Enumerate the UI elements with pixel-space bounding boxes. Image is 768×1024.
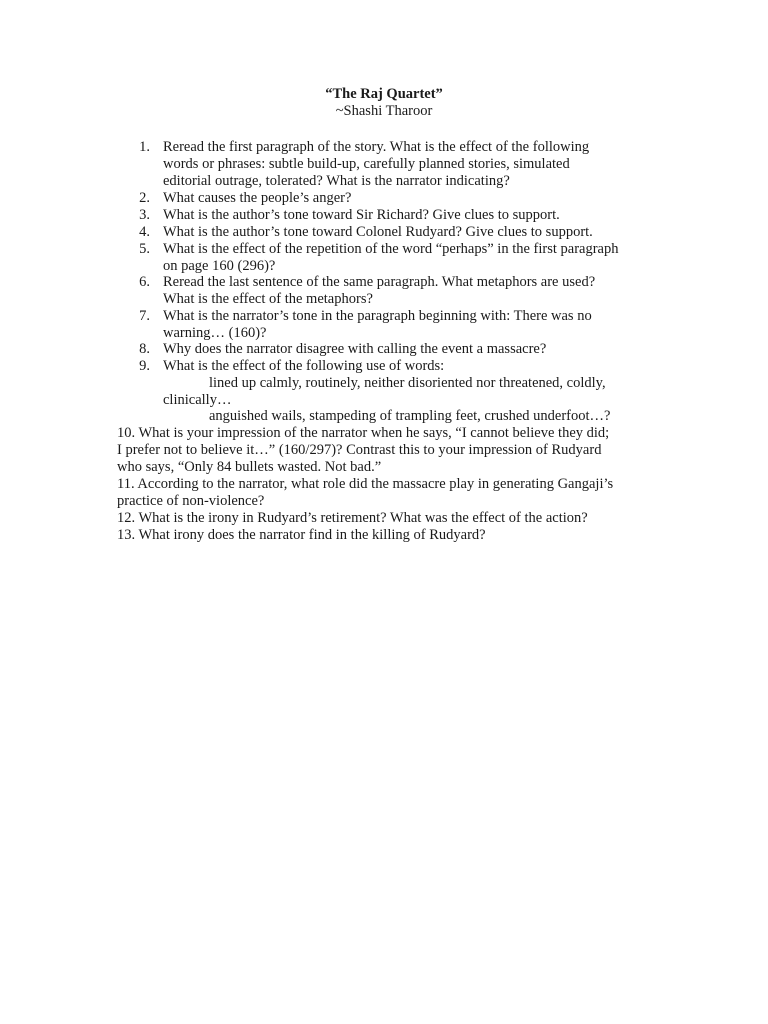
question-line: What is the author’s tone toward Sir Richard? Give clues to support.: [163, 207, 560, 223]
question-number: 6.: [139, 274, 150, 290]
question-line: What is the author’s tone toward Colonel Rudyard? Give clues to support.: [163, 224, 593, 240]
question-number: 7.: [139, 308, 150, 324]
question-line: Why does the narrator disagree with calling the event a massacre?: [163, 341, 547, 357]
question-line: What is the effect of the metaphors?: [163, 291, 373, 307]
page-author: ~Shashi Tharoor: [335, 103, 433, 119]
question-line: What is the narrator’s tone in the paragraph beginning with: There was no: [163, 308, 592, 324]
quoted-words: clinically…: [163, 392, 232, 408]
question-line: Reread the first paragraph of the story. What is the effect of the following: [163, 139, 590, 155]
question-line: editorial outrage, tolerated? What is the narrator indicating?: [163, 173, 510, 189]
question-line: practice of non-violence?: [117, 493, 265, 509]
question-line: warning… (160)?: [163, 325, 267, 341]
question-line: What causes the people’s anger?: [163, 190, 352, 206]
question-number: 5.: [139, 241, 150, 257]
question-number: 8.: [139, 341, 150, 357]
question-number: 1.: [139, 139, 150, 155]
question-line: 13. What irony does the narrator find in the killing of Rudyard?: [117, 527, 486, 543]
question-line: I prefer not to believe it…” (160/297)? Contrast this to your impression of Rudyard: [117, 442, 602, 458]
question-line: words or phrases: subtle build-up, carefully planned stories, simulated: [163, 156, 570, 172]
quoted-words: anguished wails, stampeding of trampling feet, crushed underfoot…?: [209, 408, 611, 424]
question-line: who says, “Only 84 bullets wasted. Not bad.”: [117, 459, 382, 475]
question-line: 11. According to the narrator, what role did the massacre play in generating Gangaji’s: [117, 476, 614, 492]
question-line: 10. What is your impression of the narrator when he says, “I cannot believe they did;: [117, 425, 610, 441]
question-line: 12. What is the irony in Rudyard’s retirement? What was the effect of the action?: [117, 510, 588, 526]
question-number: 3.: [139, 207, 150, 223]
question-line: What is the effect of the following use of words:: [163, 358, 445, 374]
question-line: Reread the last sentence of the same paragraph. What metaphors are used?: [163, 274, 596, 290]
page-title: “The Raj Quartet”: [325, 86, 443, 102]
quoted-words: lined up calmly, routinely, neither disoriented nor threatened, coldly,: [209, 375, 606, 391]
question-number: 2.: [139, 190, 150, 206]
question-line: What is the effect of the repetition of the word “perhaps” in the first paragraph: [163, 241, 619, 257]
question-line: on page 160 (296)?: [163, 258, 276, 274]
question-number: 4.: [139, 224, 150, 240]
question-number: 9.: [139, 358, 150, 374]
